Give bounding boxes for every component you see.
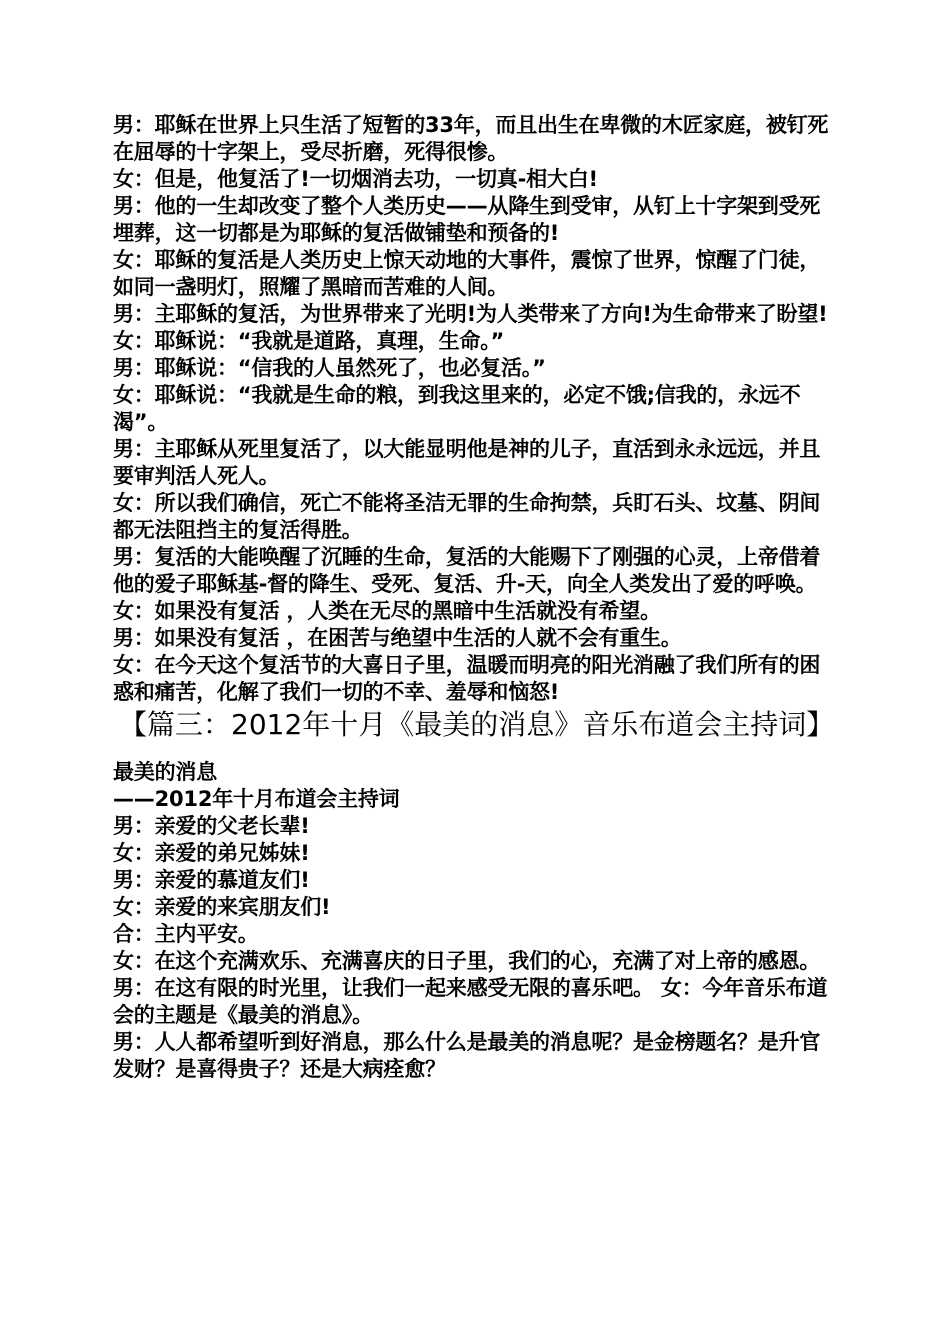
paragraph: 女：如果没有复活 ，人类在无尽的黑暗中生活就没有希望。 [113, 599, 661, 623]
dialogue-section-easter [113, 112, 835, 706]
paragraph: 女：但是，他复活了!一切烟消去功，一切真-相大白! [113, 167, 598, 191]
paragraph: 女：耶稣说：“我就是道路，真理，生命。” [113, 329, 505, 353]
paragraph: 男：如果没有复活 ，在困苦与绝望中生活的人就不会有重生。 [113, 626, 682, 650]
paragraph: 男：在这有限的时光里，让我们一起来感受无限的喜乐吧。 女：今年音乐布道会的主题是《最美的消息》。 [113, 976, 828, 1027]
paragraph: 女：亲爱的来宾朋友们! [113, 895, 331, 919]
section-heading: 【篇三：2012年十月《最美的消息》音乐布道会主持词】 [119, 708, 835, 741]
paragraph: 男：亲爱的慕道友们! [113, 868, 310, 892]
paragraph: 男：复活的大能唤醒了沉睡的生命，复活的大能赐下了刚强的心灵，上帝借着他的爱子耶稣基-督的降生、受死、复活、升-天，向全人类发出了爱的呼唤。 [113, 545, 821, 596]
paragraph: 女：耶稣说：“我就是生命的粮，到我这里来的，必定不饿;信我的，永远不渴”。 [113, 383, 801, 434]
paragraph: 男：主耶稣从死里复活了，以大能显明他是神的儿子，直活到永永远远，并且要审判活人死人。 [113, 437, 821, 488]
paragraph: 女：在这个充满欢乐、充满喜庆的日子里，我们的心，充满了对上帝的感恩。 [113, 949, 821, 973]
paragraph: 男：他的一生却改变了整个人类历史——从降生到受审，从钉上十字架到受死埋葬，这一切都是为耶稣的复活做铺垫和预备的! [113, 194, 821, 245]
paragraph: 男：耶稣在世界上只生活了短暂的33年，而且出生在卑微的木匠家庭，被钉死在屈辱的十字架上，受尽折磨，死得很惨。 [113, 113, 829, 164]
dialogue-section-good-news [113, 759, 835, 1083]
paragraph: 男：亲爱的父老长辈! [113, 814, 310, 838]
paragraph: 合：主内平安。 [113, 922, 259, 946]
document-page [113, 112, 835, 1083]
paragraph: 女：所以我们确信，死亡不能将圣洁无罪的生命拘禁，兵盯石头、坟墓、阴间都无法阻挡主的复活得胜。 [113, 491, 821, 542]
paragraph: 男：主耶稣的复活，为世界带来了光明!为人类带来了方向!为生命带来了盼望! [113, 302, 828, 326]
paragraph: 女：在今天这个复活节的大喜日子里，温暖而明亮的阳光消融了我们所有的困惑和痛苦，化解了我们一切的不幸、羞辱和恼怒! [113, 653, 821, 704]
paragraph: 女：耶稣的复活是人类历史上惊天动地的大事件，震惊了世界，惊醒了门徒，如同一盏明灯，照耀了黑暗而苦难的人间。 [113, 248, 821, 299]
paragraph: 男：耶稣说：“信我的人虽然死了，也必复活。” [113, 356, 546, 380]
paragraph: 女：亲爱的弟兄姊妹! [113, 841, 310, 865]
paragraph: ——2012年十月布道会主持词 [113, 787, 400, 811]
paragraph: 最美的消息 [113, 760, 217, 784]
paragraph: 男：人人都希望听到好消息，那么什么是最美的消息呢？是金榜题名？是升官发财？是喜得贵子？还是大病痊愈？ [113, 1030, 821, 1081]
